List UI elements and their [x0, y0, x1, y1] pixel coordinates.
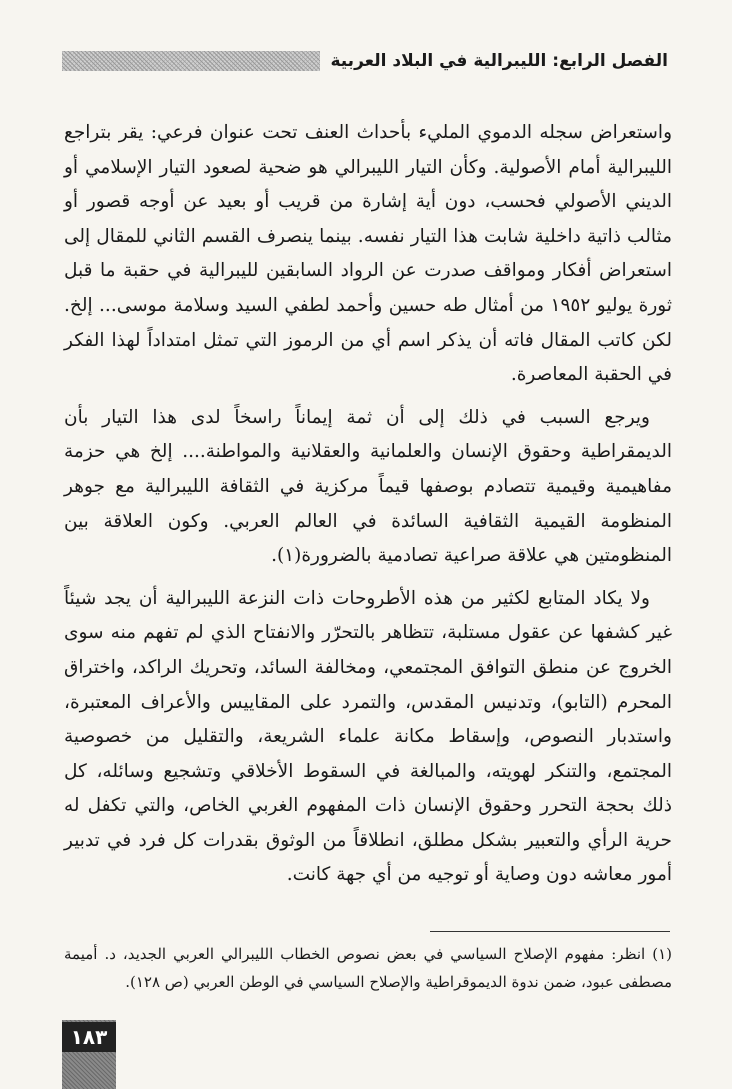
footnotes	[64, 940, 672, 996]
header-decorative-bar	[62, 51, 320, 71]
chapter-title: الفصل الرابع: الليبرالية في البلاد العربية	[330, 51, 668, 71]
footnote-divider	[430, 931, 670, 932]
main-text	[64, 116, 672, 901]
paragraph: ولا يكاد المتابع لكثير من هذه الأطروحات ذات النزعة الليبرالية أن يجد شيئاً غير كشفها عن عقول مستلبة، تتظاهر بالتحرّر والانفتاح الذي لم تفهم منه سوى الخروج عن منطق التوافق المجتمعي، ومخالفة السائد، وتحريك الراكد، واختراق المحرم (التابو)، وتدنيس المقدس، والتمرد على المقاييس والأعراف المعتبرة، واستدبار النصوص، وإسقاط مكانة علماء الشريعة، والتقليل من خصوصية المجتمع، والتنكر لهويته، والمبالغة في السقوط الأخلاقي وتشجيع وسائله، كل ذلك بحجة التحرر وحقوق الإنسان ذات المفهوم الغربي الخاص، والتي تكفل له حرية الرأي والتعبير بشكل مطلق، انطلاقاً من الوثوق بقدرات كل فرد في تدبير أمور معاشه دون وصاية أو توجيه من أي جهة كانت.	[64, 587, 672, 886]
paragraph: واستعراض سجله الدموي المليء بأحداث العنف تحت عنوان فرعي: يقر بتراجع الليبرالية أمام الأصولية. وكأن التيار الليبرالي هو ضحية لصعود التيار الإسلامي أو الديني الأصولي فحسب، دون أية إشارة من قريب أو بعيد عن أوجه قصور أو مثالب ذاتية داخلية شابت هذا التيار نفسه. بينما ينصرف القسم الثاني للمقال إلى استعراض أفكار ومواقف صدرت عن الرواد السابقين لليبرالية في حقبة ما قبل ثورة يوليو ١٩٥٢ من أمثال طه حسين وأحمد لطفي السيد وسلامة موسى... إلخ. لكن كاتب المقال فاته أن يذكر اسم أي من الرموز التي تمثل امتداداً لهذا الفكر في الحقبة المعاصرة.	[64, 122, 673, 386]
running-header	[62, 46, 668, 76]
page-number-tab	[62, 1020, 116, 1089]
page-number: ١٨٣	[62, 1022, 116, 1052]
footnote: (١) انظر: مفهوم الإصلاح السياسي في بعض نصوص الخطاب الليبرالي العربي الجديد، د. أميمة مصطفى عبود، ضمن ندوة الديموقراطية والإصلاح السياسي في الوطن العربي (ص ١٢٨).	[64, 945, 672, 991]
paragraph: ويرجع السبب في ذلك إلى أن ثمة إيماناً راسخاً لدى هذا التيار بأن الديمقراطية وحقوق الإنسان والعلمانية والعقلانية والمواطنة.... إلخ هي حزمة مفاهيمية وقيمية تتصادم بوصفها قيماً مركزية في الثقافة الليبرالية مع جوهر المنظومة القيمية الثقافية السائدة في العالم العربي. وكون العلاقة بين المنظومتين هي علاقة صراعية تصادمية بالضرورة(١).	[64, 406, 672, 567]
